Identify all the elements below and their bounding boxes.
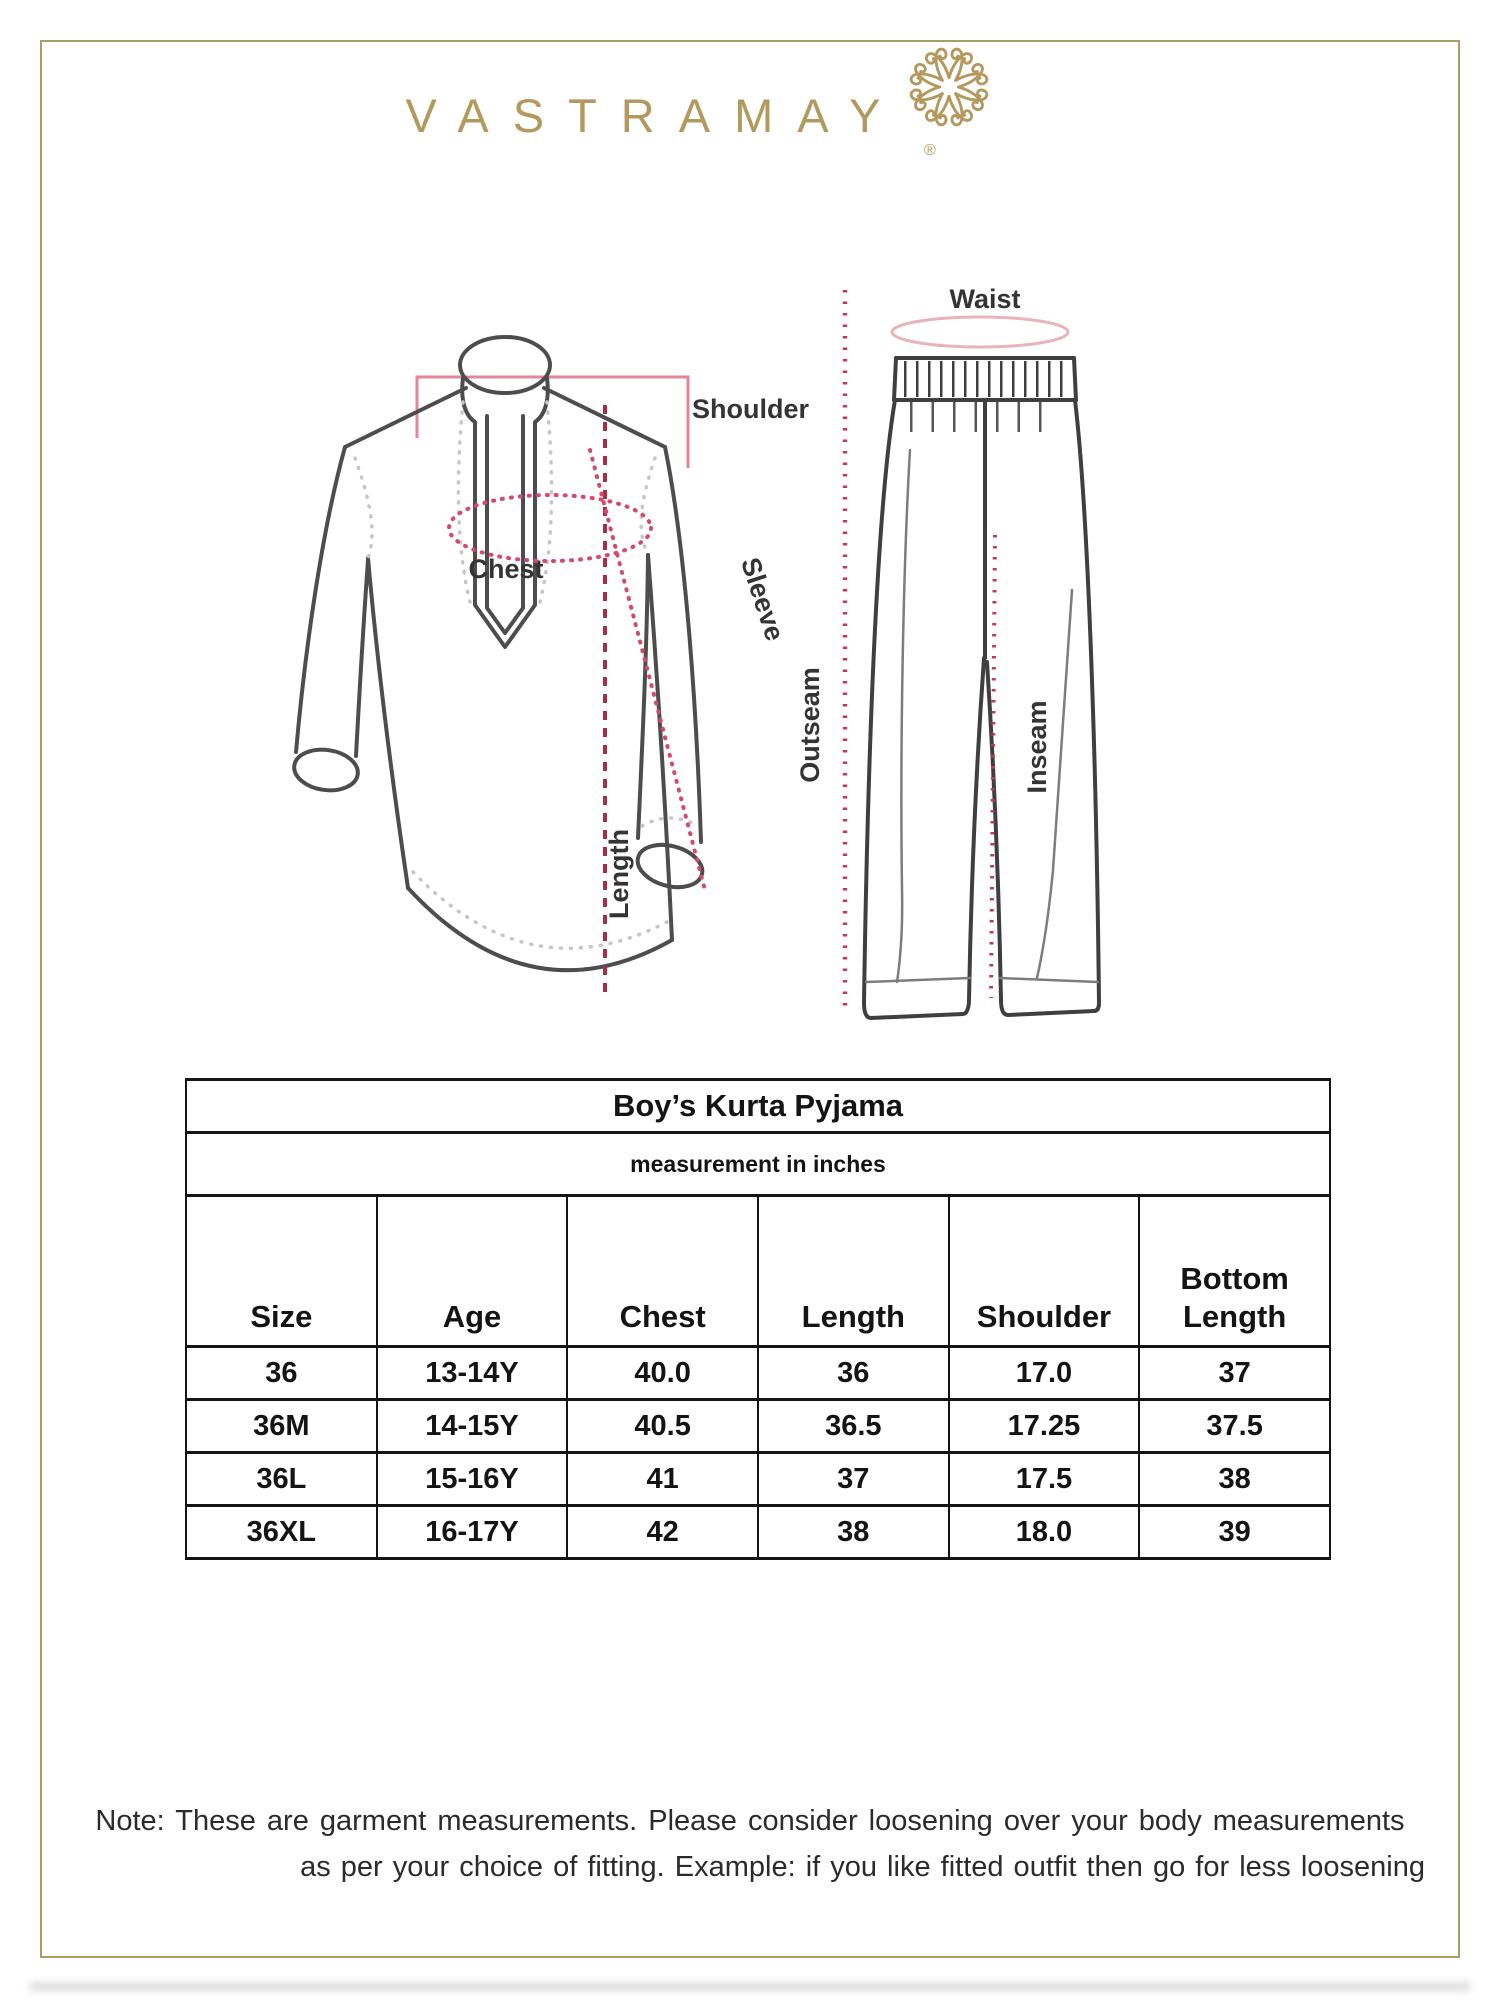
cell-age: 15-16Y: [377, 1453, 568, 1506]
col-header-bottom-length: Bottom Length: [1139, 1196, 1330, 1347]
table-subtitle: measurement in inches: [186, 1133, 1330, 1196]
measurement-diagram: [260, 210, 1160, 1040]
table-row: [186, 1506, 1330, 1559]
cell-chest: 40.5: [567, 1400, 758, 1453]
cell-length: 36.5: [758, 1400, 949, 1453]
cell-age: 16-17Y: [377, 1506, 568, 1559]
cell-length: 37: [758, 1453, 949, 1506]
table-row: [186, 1400, 1330, 1453]
cell-shoulder: 18.0: [949, 1506, 1140, 1559]
pyjama-outline: [864, 358, 1099, 1018]
kurta-outline: [292, 337, 708, 970]
col-header-size: Size: [186, 1196, 377, 1347]
length-label: Length: [604, 829, 634, 919]
chest-label: Chest: [468, 554, 544, 584]
note-line-1: Note: These are garment measurements. Please consider loosening over your body measurements: [95, 1805, 1405, 1837]
cell-bottom-length: 37.5: [1139, 1400, 1330, 1453]
note: [55, 1798, 1445, 1890]
brand-emblem-icon: [906, 44, 992, 130]
cell-age: 13-14Y: [377, 1347, 568, 1400]
cell-bottom-length: 38: [1139, 1453, 1330, 1506]
table-row: [186, 1347, 1330, 1400]
inseam-label: Inseam: [1022, 700, 1052, 794]
cell-shoulder: 17.0: [949, 1347, 1140, 1400]
cell-chest: 40.0: [567, 1347, 758, 1400]
waist-label: Waist: [949, 284, 1021, 314]
sleeve-measure-line: [590, 450, 706, 894]
table-header-row: [186, 1196, 1330, 1347]
cell-size: 36M: [186, 1400, 377, 1453]
col-header-age: Age: [377, 1196, 568, 1347]
outseam-label: Outseam: [795, 667, 825, 783]
cell-shoulder: 17.5: [949, 1453, 1140, 1506]
cell-chest: 41: [567, 1453, 758, 1506]
cell-size: 36L: [186, 1453, 377, 1506]
size-chart-table: [185, 1078, 1331, 1560]
col-header-length: Length: [758, 1196, 949, 1347]
cell-size: 36: [186, 1347, 377, 1400]
registered-trademark-icon: ®: [924, 142, 936, 159]
shoulder-label: Shoulder: [692, 394, 810, 424]
cell-length: 38: [758, 1506, 949, 1559]
brand-logo-text: VASTRAMAY: [405, 89, 905, 142]
sleeve-label: Sleeve: [735, 553, 791, 645]
inseam-measure-line: [991, 535, 995, 998]
cell-age: 14-15Y: [377, 1400, 568, 1453]
table-row: [186, 1453, 1330, 1506]
cell-size: 36XL: [186, 1506, 377, 1559]
cell-bottom-length: 39: [1139, 1506, 1330, 1559]
cell-length: 36: [758, 1347, 949, 1400]
cell-bottom-length: 37: [1139, 1347, 1330, 1400]
cell-shoulder: 17.25: [949, 1400, 1140, 1453]
col-header-chest: Chest: [567, 1196, 758, 1347]
table-title: Boy’s Kurta Pyjama: [186, 1080, 1330, 1133]
waist-measure-ellipse: [892, 317, 1068, 347]
page-bottom-shadow: [30, 1982, 1470, 1991]
note-line-2: as per your choice of fitting. Example: if you like fitted outfit then go for less loosening: [300, 1851, 1425, 1883]
col-header-shoulder: Shoulder: [949, 1196, 1140, 1347]
cell-chest: 42: [567, 1506, 758, 1559]
